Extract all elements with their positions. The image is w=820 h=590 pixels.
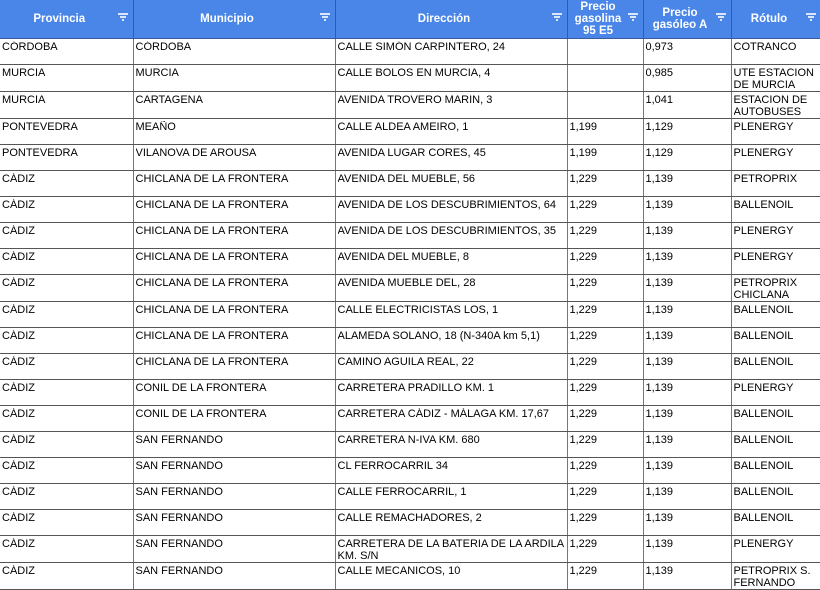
column-header-rotulo[interactable] bbox=[731, 0, 820, 39]
cell-precio-gasolina-95[interactable] bbox=[567, 223, 643, 249]
cell-value: UTE ESTACION DE MURCIA bbox=[733, 67, 814, 91]
cell-value: ALAMEDA SOLANO, 18 (N-340A km 5,1) bbox=[337, 330, 540, 342]
cell-value: AVENIDA TROVERO MARIN, 3 bbox=[337, 94, 493, 106]
cell-municipio[interactable] bbox=[133, 406, 335, 432]
cell-value: CHICLANA DE LA FRONTERA bbox=[135, 251, 289, 263]
cell-value: 1,139 bbox=[645, 277, 674, 289]
table-row[interactable] bbox=[0, 354, 820, 380]
table-row[interactable] bbox=[0, 223, 820, 249]
cell-value: PETROPRIX bbox=[733, 173, 798, 185]
cell-value: 1,229 bbox=[569, 460, 598, 472]
filter-icon[interactable] bbox=[806, 13, 816, 21]
cell-precio-gasolina-95[interactable] bbox=[567, 380, 643, 406]
table-body bbox=[0, 39, 820, 590]
table-row[interactable] bbox=[0, 432, 820, 458]
cell-value: SAN FERNANDO bbox=[135, 565, 223, 577]
table-row[interactable] bbox=[0, 249, 820, 275]
cell-value: 1,139 bbox=[645, 460, 674, 472]
cell-value: ESTACION DE AUTOBUSES bbox=[733, 94, 808, 118]
cell-value: 1,229 bbox=[569, 304, 598, 316]
cell-precio-gasolina-95[interactable] bbox=[567, 92, 643, 119]
table-row[interactable] bbox=[0, 119, 820, 145]
cell-precio-gasoleo-a[interactable] bbox=[643, 380, 731, 406]
cell-value: CALLE BOLOS EN MURCIA, 4 bbox=[337, 67, 491, 79]
table-row[interactable] bbox=[0, 65, 820, 92]
cell-municipio[interactable] bbox=[133, 223, 335, 249]
cell-value: CÁDIZ bbox=[2, 382, 35, 394]
cell-precio-gasolina-95[interactable] bbox=[567, 354, 643, 380]
cell-provincia[interactable] bbox=[0, 406, 133, 432]
cell-precio-gasolina-95[interactable] bbox=[567, 145, 643, 171]
cell-precio-gasoleo-a[interactable] bbox=[643, 406, 731, 432]
cell-direccion[interactable] bbox=[335, 223, 567, 249]
filter-icon[interactable] bbox=[320, 13, 330, 21]
cell-value: BALLENOIL bbox=[733, 408, 794, 420]
cell-rotulo[interactable] bbox=[731, 406, 820, 432]
cell-municipio[interactable] bbox=[133, 380, 335, 406]
cell-provincia[interactable] bbox=[0, 458, 133, 484]
table-row[interactable] bbox=[0, 484, 820, 510]
cell-direccion[interactable] bbox=[335, 275, 567, 302]
cell-value: 1,229 bbox=[569, 330, 598, 342]
cell-municipio[interactable] bbox=[133, 510, 335, 536]
cell-direccion[interactable] bbox=[335, 302, 567, 328]
cell-rotulo[interactable] bbox=[731, 510, 820, 536]
cell-direccion[interactable] bbox=[335, 458, 567, 484]
cell-value: 1,229 bbox=[569, 356, 598, 368]
cell-precio-gasolina-95[interactable] bbox=[567, 458, 643, 484]
cell-value: 1,139 bbox=[645, 538, 674, 550]
cell-provincia[interactable] bbox=[0, 39, 133, 65]
cell-precio-gasoleo-a[interactable] bbox=[643, 197, 731, 223]
cell-value: CÁDIZ bbox=[2, 199, 35, 211]
cell-value: 1,139 bbox=[645, 225, 674, 237]
cell-direccion[interactable] bbox=[335, 65, 567, 92]
cell-rotulo[interactable] bbox=[731, 39, 820, 65]
cell-value: 1,229 bbox=[569, 408, 598, 420]
cell-value: CONIL DE LA FRONTERA bbox=[135, 408, 267, 420]
cell-precio-gasolina-95[interactable] bbox=[567, 406, 643, 432]
cell-municipio[interactable] bbox=[133, 536, 335, 563]
cell-municipio[interactable] bbox=[133, 458, 335, 484]
cell-precio-gasolina-95[interactable] bbox=[567, 197, 643, 223]
cell-precio-gasolina-95[interactable] bbox=[567, 563, 643, 590]
cell-precio-gasoleo-a[interactable] bbox=[643, 432, 731, 458]
cell-value: 1,139 bbox=[645, 199, 674, 211]
cell-value: CÁDIZ bbox=[2, 486, 35, 498]
cell-provincia[interactable] bbox=[0, 302, 133, 328]
cell-rotulo[interactable] bbox=[731, 119, 820, 145]
cell-value: CARRETERA PRADILLO KM. 1 bbox=[337, 382, 494, 394]
table-row[interactable] bbox=[0, 536, 820, 563]
cell-value: 1,229 bbox=[569, 565, 598, 577]
column-header-label: Precio gasolina 95 E5 bbox=[574, 1, 622, 37]
column-header-label: Rótulo bbox=[750, 13, 788, 25]
cell-value: CÁDIZ bbox=[2, 225, 35, 237]
cell-rotulo[interactable] bbox=[731, 145, 820, 171]
cell-value: BALLENOIL bbox=[733, 304, 794, 316]
cell-value: 1,229 bbox=[569, 486, 598, 498]
cell-direccion[interactable] bbox=[335, 249, 567, 275]
column-header-label: Precio gasóleo A bbox=[652, 7, 708, 31]
cell-value: BALLENOIL bbox=[733, 199, 794, 211]
cell-value: 1,129 bbox=[645, 121, 674, 133]
cell-value: PLENERGY bbox=[733, 382, 794, 394]
table-row[interactable] bbox=[0, 145, 820, 171]
cell-value: CALLE ALDEA AMEIRO, 1 bbox=[337, 121, 469, 133]
cell-value: BALLENOIL bbox=[733, 434, 794, 446]
cell-precio-gasoleo-a[interactable] bbox=[643, 354, 731, 380]
cell-precio-gasoleo-a[interactable] bbox=[643, 119, 731, 145]
cell-value: CALLE MECANICOS, 10 bbox=[337, 565, 461, 577]
cell-direccion[interactable] bbox=[335, 563, 567, 590]
cell-provincia[interactable] bbox=[0, 328, 133, 354]
cell-value: CÁDIZ bbox=[2, 330, 35, 342]
cell-precio-gasolina-95[interactable] bbox=[567, 275, 643, 302]
cell-value: SAN FERNANDO bbox=[135, 460, 223, 472]
cell-value: 1,229 bbox=[569, 277, 598, 289]
cell-value: CALLE FERROCARRIL, 1 bbox=[337, 486, 467, 498]
cell-value: CHICLANA DE LA FRONTERA bbox=[135, 330, 289, 342]
cell-municipio[interactable] bbox=[133, 354, 335, 380]
cell-provincia[interactable] bbox=[0, 563, 133, 590]
cell-rotulo[interactable] bbox=[731, 484, 820, 510]
cell-value: CÁDIZ bbox=[2, 173, 35, 185]
table-row[interactable] bbox=[0, 563, 820, 590]
cell-value: CHICLANA DE LA FRONTERA bbox=[135, 173, 289, 185]
cell-value: CALLE ELECTRICISTAS LOS, 1 bbox=[337, 304, 499, 316]
cell-value: AVENIDA DE LOS DESCUBRIMIENTOS, 35 bbox=[337, 225, 556, 237]
cell-value: 1,139 bbox=[645, 304, 674, 316]
cell-municipio[interactable] bbox=[133, 92, 335, 119]
cell-value: COTRANCO bbox=[733, 41, 797, 53]
cell-value: PLENERGY bbox=[733, 251, 794, 263]
cell-direccion[interactable] bbox=[335, 119, 567, 145]
cell-rotulo[interactable] bbox=[731, 171, 820, 197]
cell-value: 1,139 bbox=[645, 486, 674, 498]
cell-provincia[interactable] bbox=[0, 275, 133, 302]
table-row[interactable] bbox=[0, 328, 820, 354]
cell-value: CL FERROCARRIL 34 bbox=[337, 460, 448, 472]
cell-provincia[interactable] bbox=[0, 223, 133, 249]
cell-direccion[interactable] bbox=[335, 92, 567, 119]
cell-precio-gasolina-95[interactable] bbox=[567, 249, 643, 275]
filter-icon[interactable] bbox=[552, 13, 562, 21]
cell-provincia[interactable] bbox=[0, 171, 133, 197]
cell-value: CÁDIZ bbox=[2, 251, 35, 263]
header-row bbox=[0, 0, 820, 39]
column-header-label: Municipio bbox=[200, 13, 254, 25]
cell-value: 1,139 bbox=[645, 382, 674, 394]
cell-precio-gasolina-95[interactable] bbox=[567, 65, 643, 92]
cell-value: CARTAGENA bbox=[135, 94, 203, 106]
cell-value: MEAÑO bbox=[135, 121, 176, 133]
cell-direccion[interactable] bbox=[335, 510, 567, 536]
cell-rotulo[interactable] bbox=[731, 197, 820, 223]
filter-icon[interactable] bbox=[716, 13, 726, 21]
cell-direccion[interactable] bbox=[335, 354, 567, 380]
cell-value: CALLE REMACHADORES, 2 bbox=[337, 512, 482, 524]
cell-precio-gasoleo-a[interactable] bbox=[643, 275, 731, 302]
cell-value: AVENIDA DEL MUEBLE, 8 bbox=[337, 251, 469, 263]
cell-rotulo[interactable] bbox=[731, 563, 820, 590]
cell-value: 1,129 bbox=[645, 147, 674, 159]
column-header-label: Dirección bbox=[417, 13, 471, 25]
cell-rotulo[interactable] bbox=[731, 92, 820, 119]
cell-municipio[interactable] bbox=[133, 328, 335, 354]
cell-value: 1,229 bbox=[569, 512, 598, 524]
cell-value: 1,229 bbox=[569, 173, 598, 185]
column-header-municipio[interactable] bbox=[133, 0, 335, 39]
cell-municipio[interactable] bbox=[133, 145, 335, 171]
cell-precio-gasoleo-a[interactable] bbox=[643, 536, 731, 563]
cell-value: PONTEVEDRA bbox=[2, 121, 78, 133]
cell-value: 1,139 bbox=[645, 565, 674, 577]
cell-precio-gasolina-95[interactable] bbox=[567, 536, 643, 563]
cell-value: 1,139 bbox=[645, 173, 674, 185]
cell-municipio[interactable] bbox=[133, 275, 335, 302]
cell-provincia[interactable] bbox=[0, 432, 133, 458]
cell-rotulo[interactable] bbox=[731, 223, 820, 249]
cell-rotulo[interactable] bbox=[731, 65, 820, 92]
cell-precio-gasolina-95[interactable] bbox=[567, 432, 643, 458]
cell-direccion[interactable] bbox=[335, 380, 567, 406]
cell-value: SAN FERNANDO bbox=[135, 486, 223, 498]
cell-provincia[interactable] bbox=[0, 119, 133, 145]
table-row[interactable] bbox=[0, 406, 820, 432]
cell-value: PETROPRIX S. FERNANDO bbox=[733, 565, 811, 589]
cell-precio-gasoleo-a[interactable] bbox=[643, 223, 731, 249]
cell-precio-gasoleo-a[interactable] bbox=[643, 145, 731, 171]
cell-precio-gasolina-95[interactable] bbox=[567, 484, 643, 510]
cell-value: 0,985 bbox=[645, 67, 674, 79]
cell-direccion[interactable] bbox=[335, 328, 567, 354]
cell-provincia[interactable] bbox=[0, 197, 133, 223]
cell-value: CHICLANA DE LA FRONTERA bbox=[135, 199, 289, 211]
cell-value: 1,229 bbox=[569, 538, 598, 550]
cell-precio-gasolina-95[interactable] bbox=[567, 302, 643, 328]
cell-precio-gasoleo-a[interactable] bbox=[643, 563, 731, 590]
table-row[interactable] bbox=[0, 92, 820, 119]
cell-rotulo[interactable] bbox=[731, 536, 820, 563]
cell-precio-gasolina-95[interactable] bbox=[567, 171, 643, 197]
cell-value: 1,139 bbox=[645, 408, 674, 420]
cell-value: SAN FERNANDO bbox=[135, 512, 223, 524]
cell-direccion[interactable] bbox=[335, 484, 567, 510]
cell-value: PONTEVEDRA bbox=[2, 147, 78, 159]
filter-icon[interactable] bbox=[118, 13, 128, 21]
table-row[interactable] bbox=[0, 39, 820, 65]
cell-value: CÁDIZ bbox=[2, 277, 35, 289]
column-header-precio-gasoleo-a[interactable] bbox=[643, 0, 731, 39]
cell-value: SAN FERNANDO bbox=[135, 538, 223, 550]
table-row[interactable] bbox=[0, 380, 820, 406]
cell-value: 1,139 bbox=[645, 512, 674, 524]
cell-direccion[interactable] bbox=[335, 432, 567, 458]
column-header-direccion[interactable] bbox=[335, 0, 567, 39]
cell-value: PETROPRIX CHICLANA bbox=[733, 277, 798, 301]
cell-municipio[interactable] bbox=[133, 484, 335, 510]
cell-value: 1,199 bbox=[569, 121, 598, 133]
cell-value: CHICLANA DE LA FRONTERA bbox=[135, 277, 289, 289]
cell-precio-gasoleo-a[interactable] bbox=[643, 65, 731, 92]
cell-value: 1,139 bbox=[645, 434, 674, 446]
cell-value: 1,229 bbox=[569, 199, 598, 211]
cell-municipio[interactable] bbox=[133, 65, 335, 92]
cell-precio-gasolina-95[interactable] bbox=[567, 328, 643, 354]
cell-direccion[interactable] bbox=[335, 171, 567, 197]
cell-rotulo[interactable] bbox=[731, 302, 820, 328]
cell-precio-gasoleo-a[interactable] bbox=[643, 458, 731, 484]
cell-value: CONIL DE LA FRONTERA bbox=[135, 382, 267, 394]
cell-precio-gasoleo-a[interactable] bbox=[643, 92, 731, 119]
cell-value: 1,139 bbox=[645, 251, 674, 263]
table-header bbox=[0, 0, 820, 39]
column-header-label: Provincia bbox=[33, 13, 86, 25]
cell-precio-gasoleo-a[interactable] bbox=[643, 484, 731, 510]
cell-rotulo[interactable] bbox=[731, 249, 820, 275]
cell-value: CHICLANA DE LA FRONTERA bbox=[135, 356, 289, 368]
table-row[interactable] bbox=[0, 275, 820, 302]
cell-value: 1,229 bbox=[569, 225, 598, 237]
table-row[interactable] bbox=[0, 458, 820, 484]
cell-precio-gasolina-95[interactable] bbox=[567, 510, 643, 536]
cell-precio-gasoleo-a[interactable] bbox=[643, 171, 731, 197]
cell-value: 1,041 bbox=[645, 94, 674, 106]
cell-value: BALLENOIL bbox=[733, 512, 794, 524]
cell-value: MURCIA bbox=[135, 67, 179, 79]
cell-value: CÁDIZ bbox=[2, 434, 35, 446]
cell-rotulo[interactable] bbox=[731, 380, 820, 406]
cell-provincia[interactable] bbox=[0, 484, 133, 510]
cell-provincia[interactable] bbox=[0, 145, 133, 171]
cell-precio-gasolina-95[interactable] bbox=[567, 39, 643, 65]
cell-rotulo[interactable] bbox=[731, 275, 820, 302]
cell-value: AVENIDA DE LOS DESCUBRIMIENTOS, 64 bbox=[337, 199, 556, 211]
cell-value: 1,229 bbox=[569, 251, 598, 263]
cell-value: CÁDIZ bbox=[2, 356, 35, 368]
cell-value: MURCIA bbox=[2, 67, 46, 79]
cell-value: CÓRDOBA bbox=[135, 41, 192, 53]
cell-precio-gasoleo-a[interactable] bbox=[643, 39, 731, 65]
cell-value: PLENERGY bbox=[733, 538, 794, 550]
cell-provincia[interactable] bbox=[0, 380, 133, 406]
cell-precio-gasoleo-a[interactable] bbox=[643, 302, 731, 328]
cell-direccion[interactable] bbox=[335, 197, 567, 223]
cell-provincia[interactable] bbox=[0, 354, 133, 380]
cell-value: BALLENOIL bbox=[733, 460, 794, 472]
cell-precio-gasolina-95[interactable] bbox=[567, 119, 643, 145]
cell-direccion[interactable] bbox=[335, 536, 567, 563]
cell-value: VILANOVA DE AROUSA bbox=[135, 147, 257, 159]
cell-provincia[interactable] bbox=[0, 92, 133, 119]
cell-value: CÁDIZ bbox=[2, 460, 35, 472]
cell-value: 1,139 bbox=[645, 330, 674, 342]
cell-value: CHICLANA DE LA FRONTERA bbox=[135, 225, 289, 237]
column-header-precio-gasolina-95[interactable] bbox=[567, 0, 643, 39]
cell-direccion[interactable] bbox=[335, 406, 567, 432]
cell-precio-gasoleo-a[interactable] bbox=[643, 510, 731, 536]
cell-value: BALLENOIL bbox=[733, 330, 794, 342]
table-row[interactable] bbox=[0, 302, 820, 328]
cell-municipio[interactable] bbox=[133, 39, 335, 65]
cell-rotulo[interactable] bbox=[731, 432, 820, 458]
cell-value: 0,973 bbox=[645, 41, 674, 53]
cell-value: 1,229 bbox=[569, 434, 598, 446]
cell-direccion[interactable] bbox=[335, 39, 567, 65]
cell-municipio[interactable] bbox=[133, 432, 335, 458]
cell-precio-gasoleo-a[interactable] bbox=[643, 328, 731, 354]
cell-value: BALLENOIL bbox=[733, 356, 794, 368]
cell-value: CAMINO AGUILA REAL, 22 bbox=[337, 356, 474, 368]
cell-provincia[interactable] bbox=[0, 536, 133, 563]
cell-rotulo[interactable] bbox=[731, 328, 820, 354]
table-row[interactable] bbox=[0, 197, 820, 223]
cell-direccion[interactable] bbox=[335, 145, 567, 171]
column-header-provincia[interactable] bbox=[0, 0, 133, 39]
cell-value: CARRETERA DE LA BATERIA DE LA ARDILA KM. S/N bbox=[337, 538, 564, 562]
cell-municipio[interactable] bbox=[133, 197, 335, 223]
cell-municipio[interactable] bbox=[133, 302, 335, 328]
cell-provincia[interactable] bbox=[0, 65, 133, 92]
filter-icon[interactable] bbox=[628, 13, 638, 21]
cell-municipio[interactable] bbox=[133, 249, 335, 275]
cell-value: PLENERGY bbox=[733, 225, 794, 237]
cell-value: CÁDIZ bbox=[2, 512, 35, 524]
cell-precio-gasoleo-a[interactable] bbox=[643, 249, 731, 275]
cell-municipio[interactable] bbox=[133, 119, 335, 145]
cell-provincia[interactable] bbox=[0, 510, 133, 536]
cell-value: CÁDIZ bbox=[2, 565, 35, 577]
cell-municipio[interactable] bbox=[133, 171, 335, 197]
cell-value: 1,229 bbox=[569, 382, 598, 394]
cell-municipio[interactable] bbox=[133, 563, 335, 590]
cell-value: 1,199 bbox=[569, 147, 598, 159]
cell-rotulo[interactable] bbox=[731, 458, 820, 484]
table-row[interactable] bbox=[0, 510, 820, 536]
cell-value: CARRETERA CÁDIZ - MÁLAGA KM. 17,67 bbox=[337, 408, 550, 420]
cell-value: AVENIDA LUGAR CORES, 45 bbox=[337, 147, 486, 159]
cell-value: MURCIA bbox=[2, 94, 46, 106]
cell-value: CÁDIZ bbox=[2, 538, 35, 550]
cell-value: CARRETERA N-IVA KM. 680 bbox=[337, 434, 480, 446]
cell-value: CALLE SIMÓN CARPINTERO, 24 bbox=[337, 41, 505, 53]
cell-value: CÁDIZ bbox=[2, 408, 35, 420]
cell-value: CHICLANA DE LA FRONTERA bbox=[135, 304, 289, 316]
cell-value: CÁDIZ bbox=[2, 304, 35, 316]
cell-value: CÓRDOBA bbox=[2, 41, 58, 53]
cell-value: AVENIDA MUEBLE DEL, 28 bbox=[337, 277, 476, 289]
cell-value: PLENERGY bbox=[733, 121, 794, 133]
cell-value: BALLENOIL bbox=[733, 486, 794, 498]
cell-value: SAN FERNANDO bbox=[135, 434, 223, 446]
cell-value: PLENERGY bbox=[733, 147, 794, 159]
cell-value: 1,139 bbox=[645, 356, 674, 368]
table-row[interactable] bbox=[0, 171, 820, 197]
cell-rotulo[interactable] bbox=[731, 354, 820, 380]
cell-provincia[interactable] bbox=[0, 249, 133, 275]
cell-value: AVENIDA DEL MUEBLE, 56 bbox=[337, 173, 476, 185]
